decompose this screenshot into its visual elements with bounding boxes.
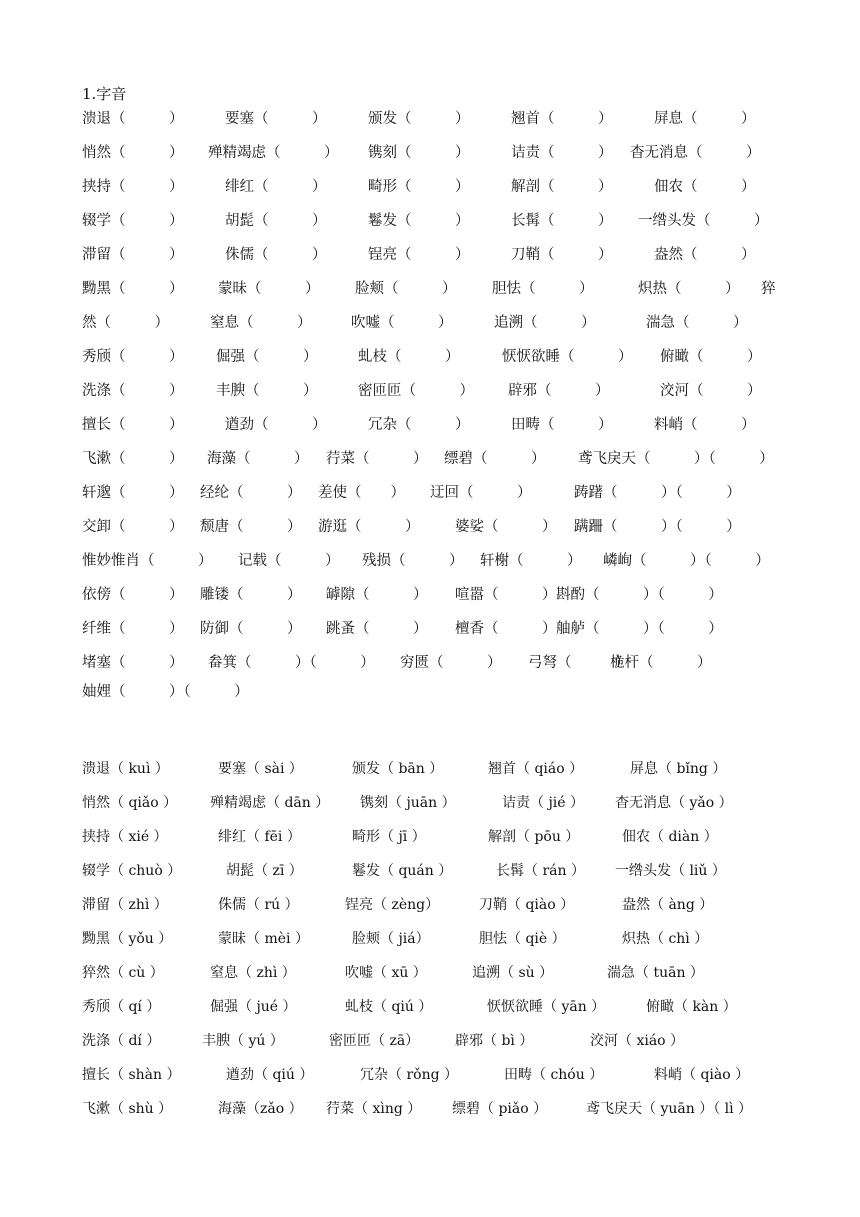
question-item: 颁发（ ） [368, 111, 470, 127]
question-item: 要塞（ ） [225, 111, 327, 127]
question-item: 翘首（ ） [511, 111, 613, 127]
answer-item: 悄然（ qiǎo ） [82, 795, 178, 811]
question-item: 交卸（ ） [82, 519, 184, 535]
answer-item: 炽热（ chì ） [622, 931, 709, 947]
question-item: 海藻（ ） [207, 451, 309, 467]
answer-item: 鬈发（ quán ） [352, 863, 453, 879]
question-row [0, 448, 860, 472]
question-item: 胡髭（ ） [225, 213, 327, 229]
question-row [0, 550, 860, 574]
section-title: 1.字音 [82, 85, 127, 103]
question-item: 踌躇（ ）（ ） [574, 485, 741, 501]
question-item: 辍学（ ） [82, 213, 184, 229]
question-item: 堵塞（ ） [82, 655, 184, 671]
question-item: 料峭（ ） [654, 417, 756, 433]
answer-item: 殚精竭虑（ dān ） [210, 795, 330, 811]
answer-item: 盎然（ àng ） [622, 897, 714, 913]
question-item: 俯瞰（ ） [660, 349, 762, 365]
question-item: 缥碧（ ） [444, 451, 546, 467]
question-item: 遒劲（ ） [225, 417, 327, 433]
question-item: 跳蚤（ ） [326, 621, 428, 637]
question-item: 脸颊（ ） [355, 281, 457, 297]
question-row [0, 346, 860, 370]
question-item: 荇菜（ ） [326, 451, 428, 467]
answer-item: 脸颊（ jiá） [352, 931, 430, 947]
question-row [0, 210, 860, 234]
question-item: 刀鞘（ ） [511, 247, 613, 263]
question-row [0, 278, 860, 302]
answer-item: 挟持（ xié ） [82, 829, 168, 845]
question-item: 依傍（ ） [82, 587, 184, 603]
question-item: 窒息（ ） [210, 315, 312, 331]
question-item: 殚精竭虑（ ） [208, 145, 339, 161]
question-item: 侏儒（ ） [225, 247, 327, 263]
question-item: 洨河（ ） [660, 383, 762, 399]
answer-item: 窒息（ zhì ） [210, 965, 296, 981]
answer-item: 镌刻（ juān ） [360, 795, 456, 811]
answer-item: 胡髭（ zī ） [226, 863, 303, 879]
question-item: 辟邪（ ） [508, 383, 610, 399]
question-item: 密匝匝（ ） [358, 383, 474, 399]
question-item: 弓弩（ ） [528, 655, 630, 671]
question-item: 佃农（ ） [654, 179, 756, 195]
question-item: 经纶（ ） [200, 485, 302, 501]
question-item: 蒙昧（ ） [218, 281, 320, 297]
answer-item: 料峭（ qiào ） [654, 1067, 750, 1083]
question-item: 婆娑（ ） [455, 519, 557, 535]
question-item: 猝 [761, 281, 776, 297]
answer-item: 佃农（ diàn ） [622, 829, 718, 845]
answer-item: 遒劲（ qiú ） [226, 1067, 314, 1083]
question-item: 恹恹欲睡（ ） [502, 349, 633, 365]
question-item: 嶙峋（ ）（ ） [603, 553, 770, 569]
answer-item: 田畴（ chóu ） [504, 1067, 604, 1083]
question-item: 田畴（ ） [511, 417, 613, 433]
answer-item: 一绺头发（ liǔ ） [615, 863, 726, 879]
answer-item: 秀颀（ qí ） [82, 999, 161, 1015]
question-item: 长髯（ ） [511, 213, 613, 229]
answer-item: 缥碧（ piǎo ） [452, 1101, 548, 1117]
question-item: 畸形（ ） [368, 179, 470, 195]
answer-item: 翘首（ qiáo ） [488, 761, 584, 777]
answer-item: 倔强（ jué ） [210, 999, 297, 1015]
question-row [0, 414, 860, 438]
answer-row [0, 826, 860, 850]
question-item: 惟妙惟肖（ ） [82, 553, 213, 569]
question-item: 妯娌（ ）（ ） [82, 684, 249, 700]
question-row [0, 652, 860, 676]
question-item: 雕镂（ ） [200, 587, 302, 603]
question-item: 丰腴（ ） [216, 383, 318, 399]
question-item: 杳无消息（ ） [630, 145, 761, 161]
answer-row [0, 758, 860, 782]
question-item: 锃亮（ ） [368, 247, 470, 263]
answer-row [0, 1030, 860, 1054]
question-item: 防御（ ） [200, 621, 302, 637]
answer-item: 锃亮（ zèng） [345, 897, 440, 913]
question-row [0, 176, 860, 200]
question-row [0, 482, 860, 506]
question-item: 轩邈（ ） [82, 485, 184, 501]
question-item: 蹒跚（ ）（ ） [574, 519, 741, 535]
answer-item: 屏息（ bǐng ） [630, 761, 727, 777]
question-item: 秀颀（ ） [82, 349, 184, 365]
answer-item: 诘责（ jié ） [502, 795, 585, 811]
question-item: 绯红（ ） [225, 179, 327, 195]
question-item: 穷匮（ ） [400, 655, 502, 671]
question-item: 溃退（ ） [82, 111, 184, 127]
question-item: 炽热（ ） [638, 281, 740, 297]
question-item: 虬枝（ ） [358, 349, 460, 365]
answer-item: 冗杂（ rǒng ） [360, 1067, 458, 1083]
answer-row [0, 894, 860, 918]
answer-item: 辍学（ chuò ） [82, 863, 182, 879]
question-item: 残损（ ） [362, 553, 464, 569]
answer-item: 颁发（ bān ） [352, 761, 444, 777]
question-item: 斟酌（ ）（ ） [556, 587, 723, 603]
question-item: 黝黑（ ） [82, 281, 184, 297]
answer-item: 海藻（zǎo ） [218, 1101, 303, 1117]
answer-row [0, 860, 860, 884]
question-row [0, 108, 860, 132]
answer-item: 溃退（ kuì ） [82, 761, 169, 777]
answer-item: 丰腴（ yú ） [202, 1033, 284, 1049]
question-item: 颓唐（ ） [200, 519, 302, 535]
answer-item: 密匝匝（ zā） [329, 1033, 420, 1049]
answer-item: 擅长（ shàn ） [82, 1067, 181, 1083]
question-item: 桅杆（ ） [610, 655, 712, 671]
question-item: 轩榭（ ） [480, 553, 582, 569]
answer-row [0, 996, 860, 1020]
answer-item: 杳无消息（ yǎo ） [615, 795, 733, 811]
answer-row [0, 1064, 860, 1088]
question-item: 倔强（ ） [216, 349, 318, 365]
question-row [0, 380, 860, 404]
answer-item: 刀鞘（ qiào ） [479, 897, 575, 913]
question-item: 记载（ ） [238, 553, 340, 569]
question-item: 迂回（ ） [430, 485, 532, 501]
question-item: 畚箕（ ）（ ） [208, 655, 375, 671]
question-item: 鬈发（ ） [368, 213, 470, 229]
question-row [0, 618, 860, 642]
answer-item: 辟邪（ bì ） [455, 1033, 534, 1049]
question-item: 擅长（ ） [82, 417, 184, 433]
question-row [0, 584, 860, 608]
answer-item: 蒙昧（ mèi ） [218, 931, 309, 947]
question-row [0, 681, 860, 705]
answer-row [0, 928, 860, 952]
answer-item: 飞漱（ shù ） [82, 1101, 173, 1117]
answer-item: 侏儒（ rú ） [218, 897, 299, 913]
answer-row [0, 1098, 860, 1122]
question-item: 罅隙（ ） [326, 587, 428, 603]
question-item: 舳舻（ ）（ ） [556, 621, 723, 637]
question-item: 追溯（ ） [494, 315, 596, 331]
answer-item: 恹恹欲睡（ yān ） [487, 999, 606, 1015]
answer-item: 长髯（ rán ） [496, 863, 585, 879]
question-item: 喧嚣（ ） [455, 587, 557, 603]
question-item: 飞漱（ ） [82, 451, 184, 467]
question-item: 洗涤（ ） [82, 383, 184, 399]
question-item: 吹嘘（ ） [351, 315, 453, 331]
answer-item: 追溯（ sù ） [472, 965, 554, 981]
question-item: 檀香（ ） [455, 621, 557, 637]
answer-row [0, 962, 860, 986]
question-row [0, 244, 860, 268]
question-item: 差使（ ） [318, 485, 405, 501]
answer-item: 绯红（ fēi ） [218, 829, 301, 845]
answer-item: 湍急（ tuān ） [607, 965, 704, 981]
answer-item: 吹嘘（ xū ） [345, 965, 427, 981]
answer-item: 畸形（ jī ） [352, 829, 426, 845]
question-item: 然（ ） [82, 315, 169, 331]
question-item: 盎然（ ） [654, 247, 756, 263]
question-item: 镌刻（ ） [368, 145, 470, 161]
answer-item: 黝黑（ yǒu ） [82, 931, 173, 947]
question-item: 游逛（ ） [318, 519, 420, 535]
question-item: 挟持（ ） [82, 179, 184, 195]
question-item: 鸢飞戾天（ ）（ ） [578, 451, 774, 467]
answer-item: 滞留（ zhì ） [82, 897, 168, 913]
question-row [0, 142, 860, 166]
question-item: 解剖（ ） [511, 179, 613, 195]
question-item: 湍急（ ） [646, 315, 748, 331]
question-item: 纤维（ ） [82, 621, 184, 637]
question-row [0, 516, 860, 540]
question-item: 胆怯（ ） [492, 281, 594, 297]
answer-item: 鸢飞戾天（ yuān ）（ lì ） [586, 1101, 753, 1117]
answer-item: 虬枝（ qiú ） [345, 999, 433, 1015]
answer-item: 解剖（ pōu ） [488, 829, 580, 845]
answer-item: 俯瞰（ kàn ） [646, 999, 737, 1015]
question-item: 冗杂（ ） [368, 417, 470, 433]
answer-item: 猝然（ cù ） [82, 965, 164, 981]
question-item: 一绺头发（ ） [638, 213, 769, 229]
answer-item: 胆怯（ qiè ） [479, 931, 566, 947]
question-item: 屏息（ ） [654, 111, 756, 127]
answer-row [0, 792, 860, 816]
answer-item: 洨河（ xiáo ） [590, 1033, 685, 1049]
answer-item: 洗涤（ dí ） [82, 1033, 161, 1049]
question-item: 滞留（ ） [82, 247, 184, 263]
question-item: 诘责（ ） [511, 145, 613, 161]
question-item: 悄然（ ） [82, 145, 184, 161]
answer-item: 要塞（ sài ） [218, 761, 303, 777]
answer-item: 荇菜（ xìng ） [326, 1101, 422, 1117]
question-row [0, 312, 860, 336]
